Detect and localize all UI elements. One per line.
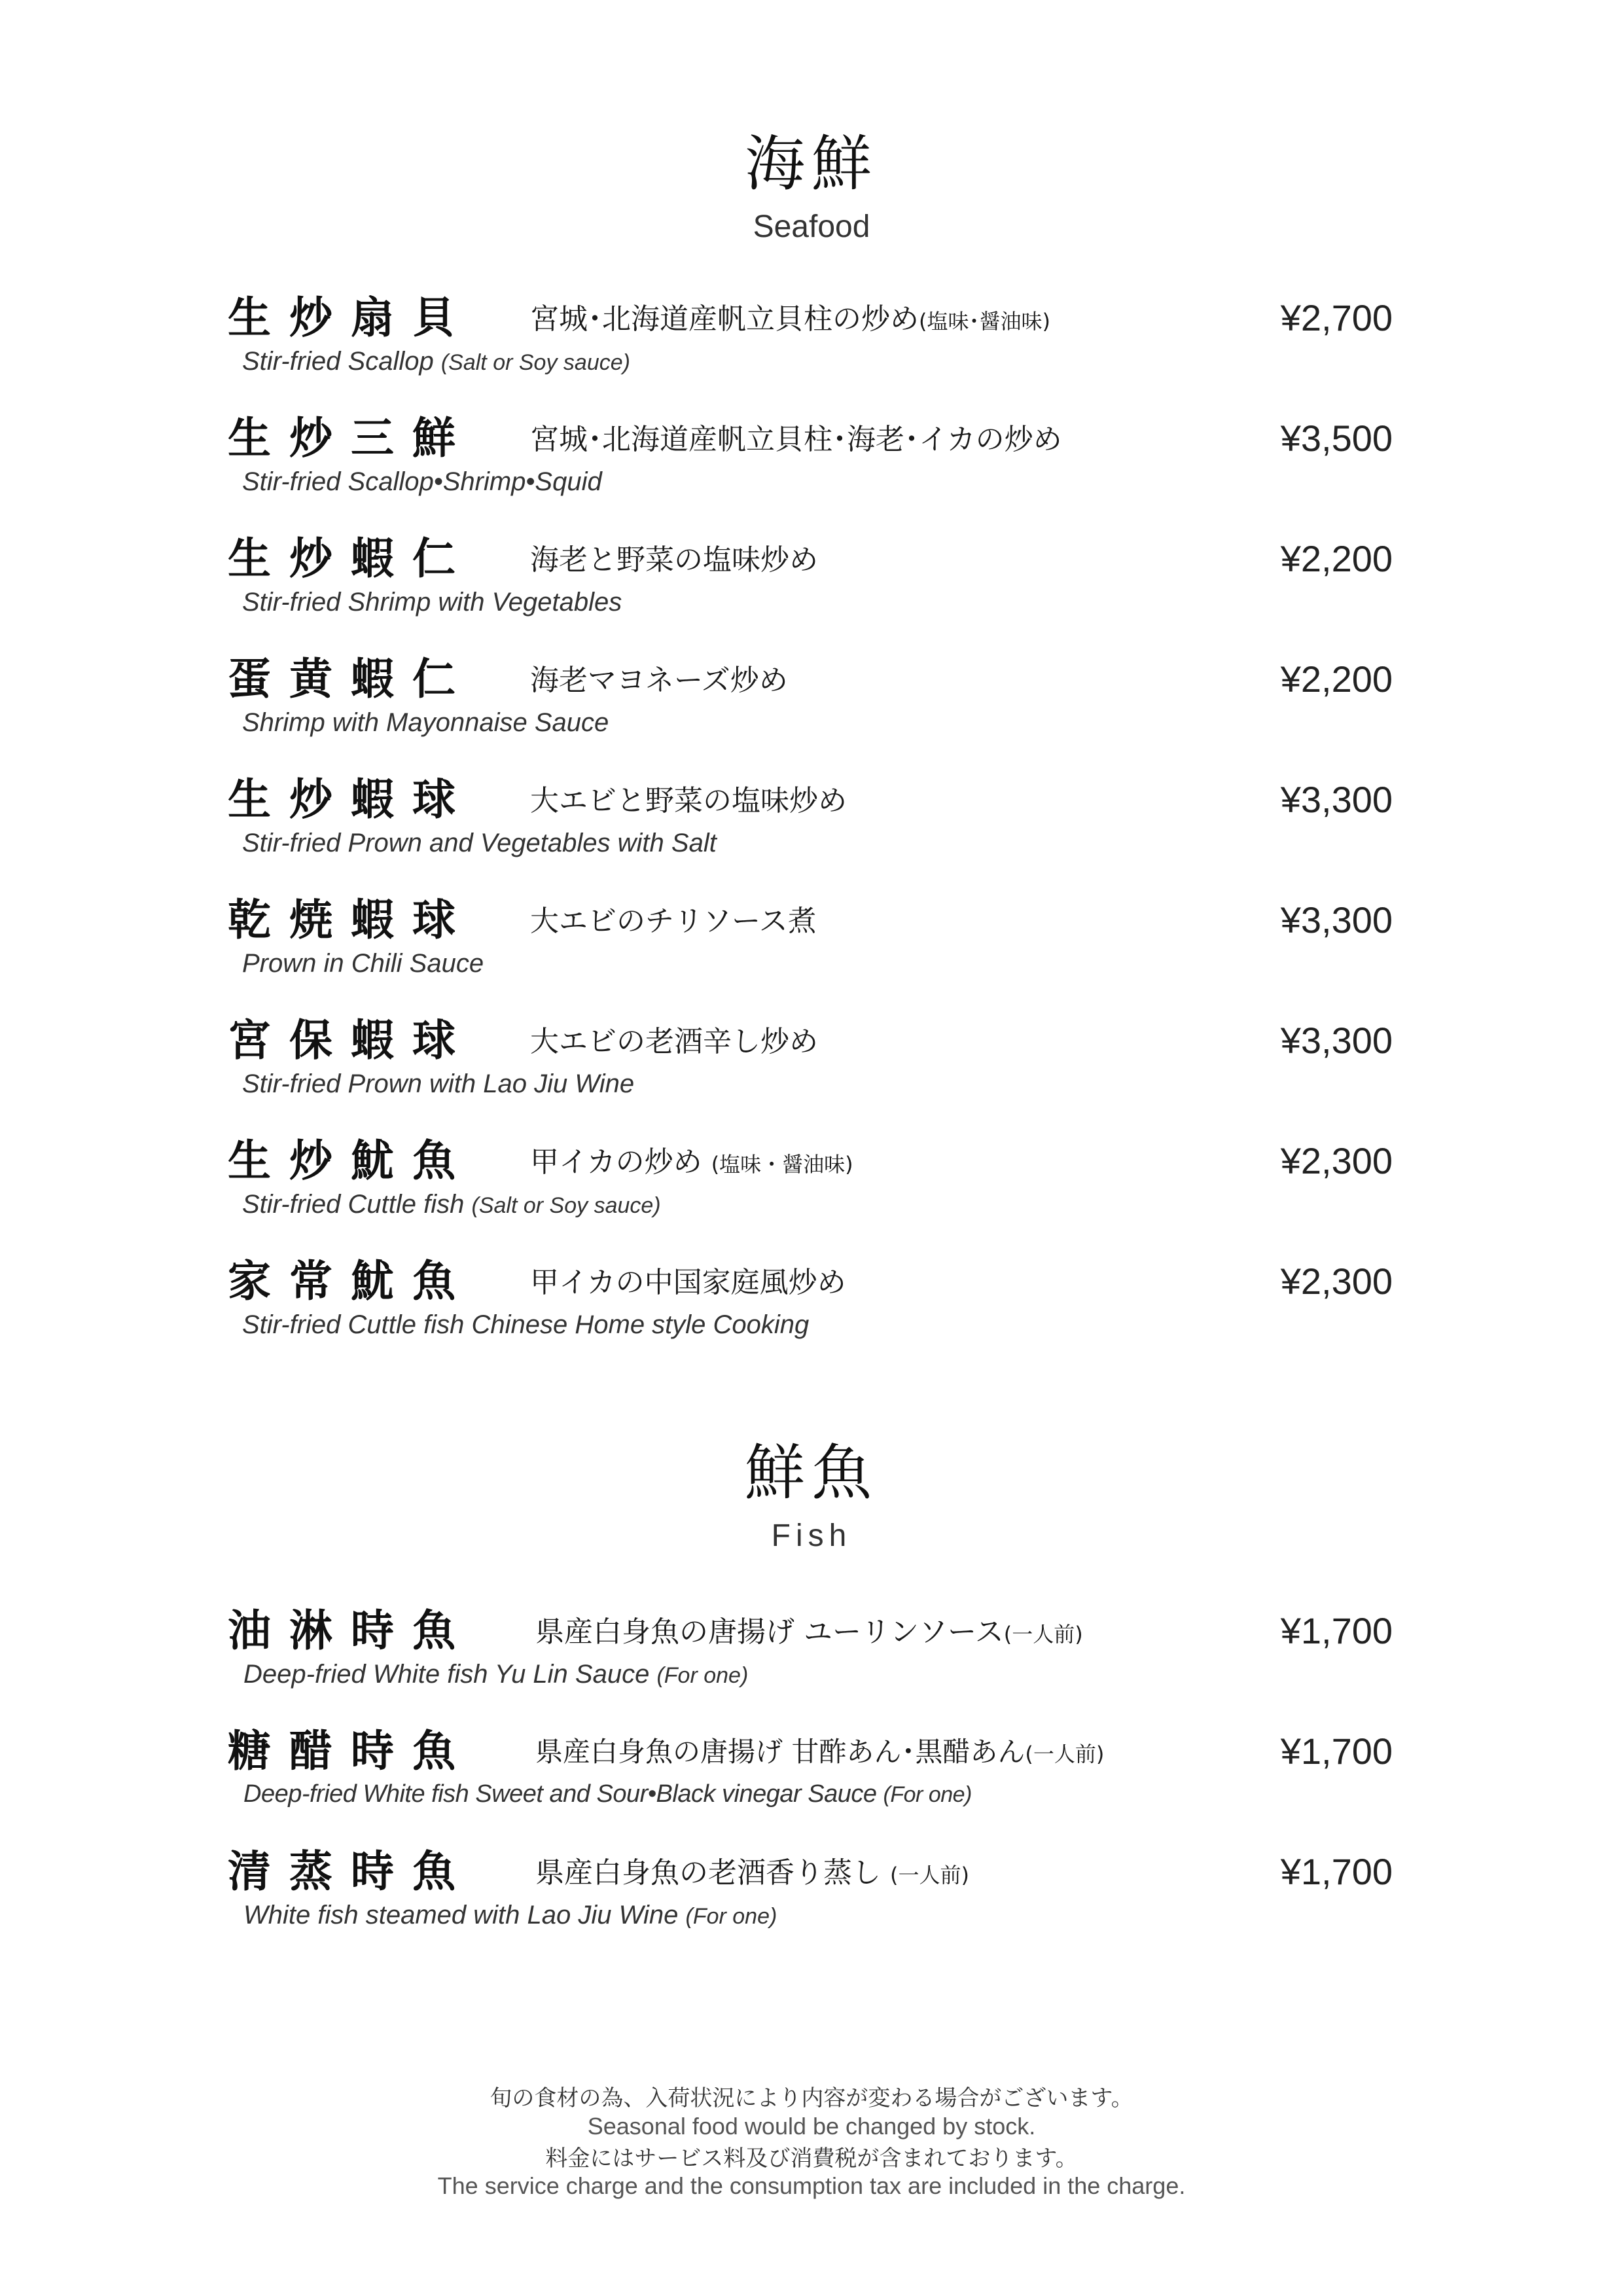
footer-notes xyxy=(0,2085,1623,2200)
item-japanese-desc: 大エビと野菜の塩味炒め xyxy=(530,784,847,817)
item-japanese-note: (一人前) xyxy=(890,1863,969,1888)
item-english-name: Stir-fried Cuttle fish Chinese Home style Cooking xyxy=(242,1310,810,1339)
item-price: ¥3,300 xyxy=(1280,1020,1393,1061)
item-chinese-name: 糖醋時魚 xyxy=(228,1725,474,1776)
item-japanese-desc: 県産白身魚の唐揚げ ユーリンソース xyxy=(535,1615,1004,1649)
item-japanese-desc: 甲イカの炒め xyxy=(530,1145,702,1179)
item-price: ¥2,200 xyxy=(1280,658,1393,700)
item-chinese-name: 乾焼蝦球 xyxy=(228,894,474,945)
menu-item xyxy=(228,774,1393,876)
footer-charge-note-jp: 料金にはサービス料及び消費税が含まれております。 xyxy=(545,2145,1078,2172)
item-japanese-desc: 宮城･北海道産帆立貝柱の炒め xyxy=(530,302,919,336)
footer-stock-note-en: Seasonal food would be changed by stock. xyxy=(587,2112,1036,2140)
item-chinese-name: 蛋黄蝦仁 xyxy=(228,653,474,704)
item-english-name: Prown in Chili Sauce xyxy=(242,949,484,978)
item-chinese-name: 油淋時魚 xyxy=(228,1605,474,1656)
item-japanese-desc: 大エビの老酒辛し炒め xyxy=(530,1025,818,1058)
item-english-name: Stir-fried Prown and Vegetables with Salt xyxy=(242,829,717,857)
item-japanese-desc: 海老マヨネーズ炒め xyxy=(530,664,788,697)
item-english-name: Deep-fried White fish Yu Lin Sauce xyxy=(243,1660,650,1689)
item-english-note: (Salt or Soy sauce) xyxy=(440,350,630,375)
menu-item xyxy=(228,292,1393,394)
item-chinese-name: 宮保蝦球 xyxy=(228,1014,474,1066)
item-japanese-desc: 海老と野菜の塩味炒め xyxy=(530,543,818,577)
seafood-subtitle: Seafood xyxy=(753,209,870,244)
item-price: ¥2,700 xyxy=(1280,297,1393,338)
item-english-name: Stir-fried Scallop•Shrimp•Squid xyxy=(242,467,602,496)
item-english-name: Stir-fried Prown with Lao Jiu Wine xyxy=(242,1069,635,1098)
item-english-note: (For one) xyxy=(685,1904,777,1929)
item-japanese-desc: 甲イカの中国家庭風炒め xyxy=(530,1266,846,1299)
item-price: ¥3,300 xyxy=(1280,779,1393,820)
item-english-note: (For one) xyxy=(656,1663,749,1688)
item-chinese-name: 家常魷魚 xyxy=(228,1255,474,1306)
fish-section-header xyxy=(0,1438,1623,1553)
item-english-note: (For one) xyxy=(883,1782,972,1807)
item-english-note: (Salt or Soy sauce) xyxy=(471,1193,661,1218)
item-price: ¥1,700 xyxy=(1280,1610,1393,1651)
item-price: ¥3,500 xyxy=(1280,418,1393,459)
item-chinese-name: 生炒蝦球 xyxy=(228,774,474,825)
menu-item xyxy=(228,653,1393,755)
item-japanese-note: (塩味･醤油味) xyxy=(919,309,1050,334)
fish-title: 鮮魚 xyxy=(744,1438,878,1508)
item-japanese-desc: 大エビのチリソース煮 xyxy=(530,905,817,938)
item-price: ¥1,700 xyxy=(1280,1731,1393,1772)
item-price: ¥1,700 xyxy=(1280,1851,1393,1892)
item-price: ¥2,300 xyxy=(1280,1140,1393,1181)
item-chinese-name: 生炒扇貝 xyxy=(228,292,474,343)
menu-item xyxy=(228,1725,1393,1827)
item-chinese-name: 生炒三鮮 xyxy=(228,412,474,463)
menu-item xyxy=(228,533,1393,635)
footer-charge-note-en: The service charge and the consumption tax are included in the charge. xyxy=(437,2172,1186,2200)
item-price: ¥3,300 xyxy=(1280,899,1393,941)
item-japanese-note: (一人前) xyxy=(1003,1622,1083,1647)
item-japanese-desc: 県産白身魚の唐揚げ 甘酢あん･黒醋あん xyxy=(535,1736,1026,1768)
item-english-name: Deep-fried White fish Sweet and Sour•Black vinegar Sauce xyxy=(243,1780,877,1808)
seafood-section-header xyxy=(0,129,1623,244)
item-chinese-name: 生炒魷魚 xyxy=(228,1135,474,1186)
seafood-title: 海鮮 xyxy=(744,129,878,199)
item-english-name: Shrimp with Mayonnaise Sauce xyxy=(242,708,609,737)
item-japanese-note: (一人前) xyxy=(1025,1742,1105,1767)
item-english-name: Stir-fried Shrimp with Vegetables xyxy=(242,588,622,617)
item-chinese-name: 生炒蝦仁 xyxy=(228,533,474,584)
item-english-name: Stir-fried Scallop xyxy=(242,347,434,376)
item-chinese-name: 清蒸時魚 xyxy=(228,1846,474,1897)
fish-subtitle: Fish xyxy=(771,1518,852,1553)
item-japanese-desc: 県産白身魚の老酒香り蒸し xyxy=(535,1856,881,1890)
menu-item xyxy=(228,894,1393,996)
menu-item xyxy=(228,1846,1393,1948)
menu-item xyxy=(228,1255,1393,1357)
menu-item xyxy=(228,412,1393,514)
item-japanese-note: (塩味・醤油味) xyxy=(711,1152,853,1177)
item-price: ¥2,300 xyxy=(1280,1261,1393,1302)
item-japanese-desc: 宮城･北海道産帆立貝柱･海老･イカの炒め xyxy=(530,423,1062,456)
item-price: ¥2,200 xyxy=(1280,538,1393,579)
menu-item xyxy=(228,1135,1393,1237)
item-english-name: White fish steamed with Lao Jiu Wine xyxy=(243,1901,679,1929)
menu-item xyxy=(228,1014,1393,1117)
menu-item xyxy=(228,1605,1393,1707)
footer-stock-note-jp: 旬の食材の為、入荷状況により内容が変わる場合がございます。 xyxy=(490,2085,1133,2111)
item-english-name: Stir-fried Cuttle fish xyxy=(242,1190,465,1219)
